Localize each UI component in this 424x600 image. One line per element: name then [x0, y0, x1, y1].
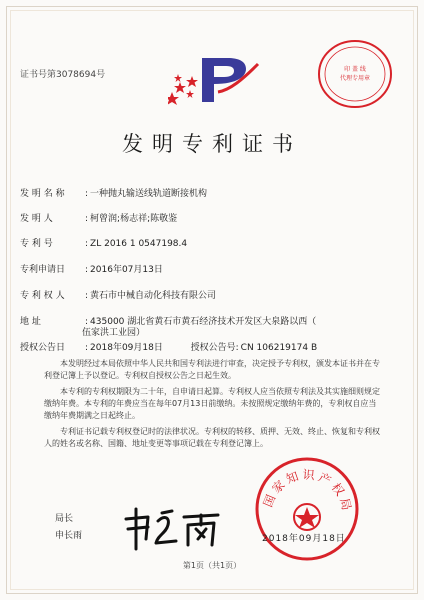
field-extra-value: CN 106219174 B — [240, 343, 318, 353]
field-value: 一种抛丸输送线轨道断接机构 — [90, 189, 208, 199]
field-label: 专利申请日 — [20, 265, 66, 275]
field-label: 发 明 人 — [20, 214, 53, 224]
certificate-number: 证书号第3078694号 — [20, 70, 106, 80]
field-grant-date: 授权公告日 : 2018年09月18日 授权公告号: CN 106219174 B — [20, 340, 317, 353]
field-address: 地 址 : 435000 湖北省黄石市黄石经济技术开发区大泉路以西（ — [20, 314, 316, 327]
field-label: 专 利 权 人 — [20, 291, 65, 301]
director-title: 局长 — [55, 514, 74, 524]
director-name: 申长雨 — [55, 531, 83, 541]
issue-date: 2018年09月18日 — [262, 534, 346, 544]
field-label: 专 利 号 — [20, 239, 53, 249]
field-patentee: 专 利 权 人 : 黄石市中械自动化科技有限公司 — [20, 288, 216, 301]
body-paragraph: 本发明经过本局依照中华人民共和国专利法进行审查，决定授予专利权，颁发本证书并在专利登记簿上予以登记。专利权自授权公告之日起生效。 — [44, 359, 380, 380]
field-value: ZL 2016 1 0547198.4 — [90, 239, 188, 249]
field-inventors: 发 明 人 : 柯曾润;杨志祥;陈敬鉴 — [20, 211, 177, 224]
address-line-2: 伍家洪工业园） — [82, 328, 146, 338]
patent-office-logo-icon — [168, 52, 264, 108]
field-invention-name: 发 明 名 称 : 一种抛丸输送线轨道断接机构 — [20, 186, 207, 199]
field-label: 授权公告日 — [20, 343, 66, 353]
field-label: 发 明 名 称 — [20, 189, 65, 199]
field-value: 柯曾润;杨志祥;陈敬鉴 — [90, 214, 178, 224]
svg-text:国家知识产权局: 国家知识产权局 — [260, 467, 355, 515]
field-value: 435000 湖北省黄石市黄石经济技术开发区大泉路以西（ — [90, 317, 317, 327]
field-value: 2016年07月13日 — [90, 265, 163, 275]
agency-stamp-icon — [316, 38, 394, 110]
field-label: 地 址 — [20, 317, 41, 327]
field-extra-label: 授权公告号 — [190, 343, 236, 353]
page-number: 第1页（共1页） — [182, 561, 242, 570]
field-value: 黄石市中械自动化科技有限公司 — [90, 291, 217, 301]
body-paragraph: 本专利的专利权期限为二十年，自申请日起算。专利权人应当依照专利法及其实施细则规定缴纳年费。本专利的年费应当在每年07月13日前缴纳。未按照规定缴纳年费的，专利权自应当缴纳年费期满之日起终止。 — [44, 387, 380, 420]
official-seal-icon — [253, 455, 361, 563]
svg-text:代理专用章: 代理专用章 — [339, 75, 371, 82]
field-application-date: 专利申请日 : 2016年07月13日 — [20, 262, 163, 275]
signature-icon — [118, 505, 228, 551]
certificate-body — [44, 358, 380, 454]
certificate-title: 发明专利证书 — [122, 132, 302, 156]
body-paragraph: 专利证书记载专利权登记时的法律状况。专利权的转移、质押、无效、终止、恢复和专利权人的姓名或名称、国籍、地址变更等事项记载在专利登记簿上。 — [44, 427, 380, 448]
field-patent-number: 专 利 号 : ZL 2016 1 0547198.4 — [20, 236, 187, 249]
svg-text:印 盖 线: 印 盖 线 — [344, 66, 366, 73]
field-value: 2018年09月18日 — [90, 343, 163, 353]
